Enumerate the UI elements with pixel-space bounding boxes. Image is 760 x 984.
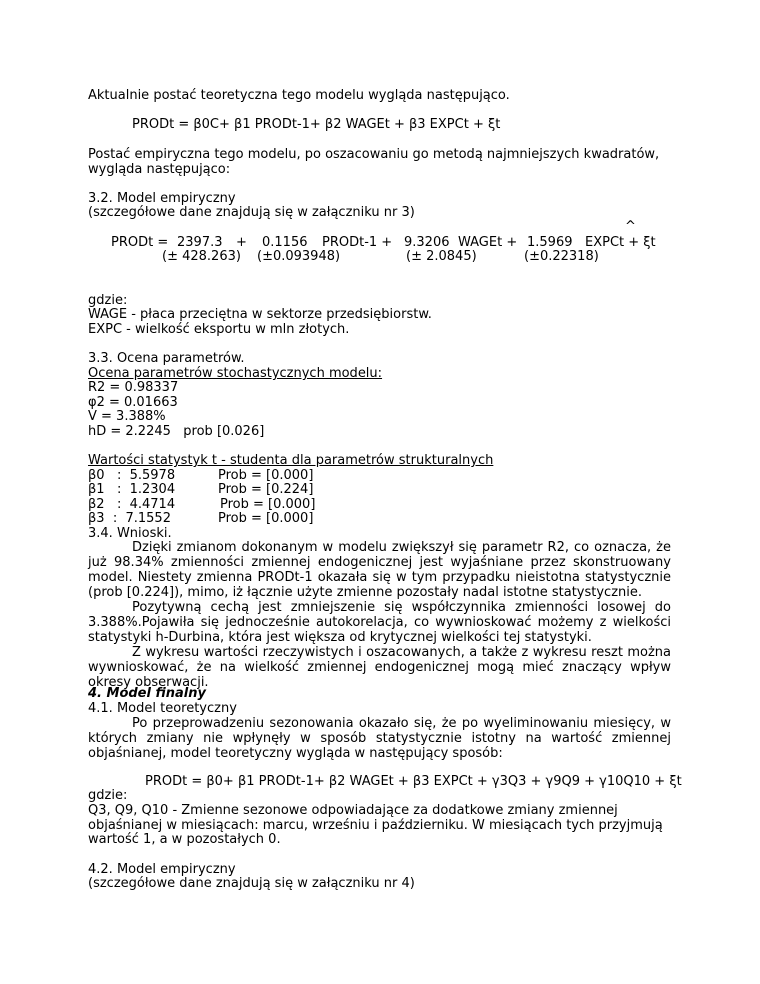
t-row-label: β2 : 4.4714 — [88, 497, 176, 512]
theoretical-formula: PRODt = β0C+ β1 PRODt-1+ β2 WAGEt + β3 EXPCt + ξt — [132, 117, 501, 132]
eq-plus: + — [236, 235, 247, 250]
section-3-3-title: 3.3. Ocena parametrów. — [88, 351, 245, 366]
section-4-1-paragraph: Po przeprowadzeniu sezonowania okazało się, że po wyeliminowaniu miesięcy, w których zmiany nie wpłynęły w sposób statystycznie istotny na wartość zmiennej objaśnianej, model teoretyczny wygląda w następujący sposób: — [88, 716, 671, 761]
hd-value: hD = 2.2245 prob [0.026] — [88, 424, 265, 439]
t-row-label: β1 : 1.2304 — [88, 482, 176, 497]
t-row-prob: Prob = [0.000] — [218, 511, 314, 526]
where-label: gdzie: — [88, 293, 128, 308]
seasonal-definition-line-1: Q3, Q9, Q10 - Zmienne sezonowe odpowiadające za dodatkowe zmiany zmiennej — [88, 803, 618, 818]
expc-definition: EXPC - wielkość eksportu w mln złotych. — [88, 322, 350, 337]
eq-se-0: (± 428.263) — [162, 249, 241, 264]
section-3-2-note: (szczegółowe dane znajdują się w załączniku nr 3) — [88, 205, 415, 220]
section-3-3-subtitle: Ocena parametrów stochastycznych modelu: — [88, 366, 383, 381]
conclusion-paragraph-1: Dzięki zmianom dokonanym w modelu zwiększył się parametr R2, co oznacza, że już 98.34% zmienności zmiennej endogenicznej jest wyjaśniane przez skonstruowany model. Niestety zmienna PRODt-1 okazała się w tym przypadku nieistotna statystycznie (prob [0.224]), mimo, iż łącznie użyte zmienne pozostały nadal istotne statystycznie. — [88, 540, 671, 600]
eq-coef-3: 1.5969 — [527, 235, 573, 250]
conclusion-paragraph-2: Pozytywną cechą jest zmniejszenie się współczynnika zmienności losowej do 3.388%.Pojawiła się jednocześnie autokorelacja, co wywnioskować możemy z wielkości statystyki h-Durbina, która jest większa od krytycznej wielkości tej statystyki. — [88, 600, 671, 645]
eq-var-2: WAGEt + — [458, 235, 518, 250]
t-row-label: β0 : 5.5978 — [88, 468, 176, 483]
section-4-1-text — [88, 716, 671, 761]
where-label-2: gdzie: — [88, 788, 128, 803]
eq-lhs: PRODt = — [111, 235, 169, 250]
conclusion-paragraph-3: Z wykresu wartości rzeczywistych i oszacowanych, a także z wykresu reszt można wywnioskować, że na wielkość zmiennej endogenicznej mogą mieć znaczący wpływ okresy obserwacji. — [88, 645, 671, 690]
section-4-1-title: 4.1. Model teoretyczny — [88, 701, 237, 716]
r2-value: R2 = 0.98337 — [88, 380, 179, 395]
t-row-prob: Prob = [0.000] — [220, 497, 316, 512]
v-value: V = 3.388% — [88, 409, 166, 424]
section-4-2-title: 4.2. Model empiryczny — [88, 862, 236, 877]
final-formula: PRODt = β0+ β1 PRODt-1+ β2 WAGEt + β3 EXPCt + γ3Q3 + γ9Q9 + γ10Q10 + ξt — [145, 774, 682, 789]
section-3-4-title: 3.4. Wnioski. — [88, 526, 172, 541]
eq-var-1: PRODt-1 + — [322, 235, 393, 250]
hat-symbol: ^ — [625, 219, 636, 234]
section-4-2-note: (szczegółowe dane znajdują się w załączniku nr 4) — [88, 876, 415, 891]
eq-var-3: EXPCt + ξt — [585, 235, 656, 250]
t-row-label: β3 : 7.1552 — [88, 511, 171, 526]
eq-se-3: (±0.22318) — [524, 249, 599, 264]
phi2-value: φ2 = 0.01663 — [88, 395, 178, 410]
section-3-2-title: 3.2. Model empiryczny — [88, 191, 236, 206]
eq-se-1: (±0.093948) — [257, 249, 341, 264]
intro-line: Aktualnie postać teoretyczna tego modelu wygląda następująco. — [88, 88, 510, 103]
t-row-prob: Prob = [0.224] — [218, 482, 314, 497]
section-4-title: 4. Model finalny — [88, 686, 206, 701]
eq-se-2: (± 2.0845) — [406, 249, 477, 264]
eq-coef-2: 9.3206 — [404, 235, 450, 250]
seasonal-definition-line-2: objaśnianej w miesiącach: marcu, wrześniu i październiku. W miesiącach tych przyjmują — [88, 818, 663, 833]
t-row-prob: Prob = [0.000] — [218, 468, 314, 483]
wage-definition: WAGE - płaca przeciętna w sektorze przedsiębiorstw. — [88, 307, 432, 322]
empirical-intro-line-1: Postać empiryczna tego modelu, po oszacowaniu go metodą najmniejszych kwadratów, — [88, 147, 660, 162]
t-stats-title: Wartości statystyk t - studenta dla parametrów strukturalnych — [88, 453, 494, 468]
conclusions-text — [88, 540, 671, 690]
empirical-intro-line-2: wygląda następująco: — [88, 162, 231, 177]
seasonal-definition-line-3: wartość 1, a w pozostałych 0. — [88, 832, 281, 847]
eq-coef-1: 0.1156 — [262, 235, 308, 250]
eq-coef-0: 2397.3 — [177, 235, 223, 250]
